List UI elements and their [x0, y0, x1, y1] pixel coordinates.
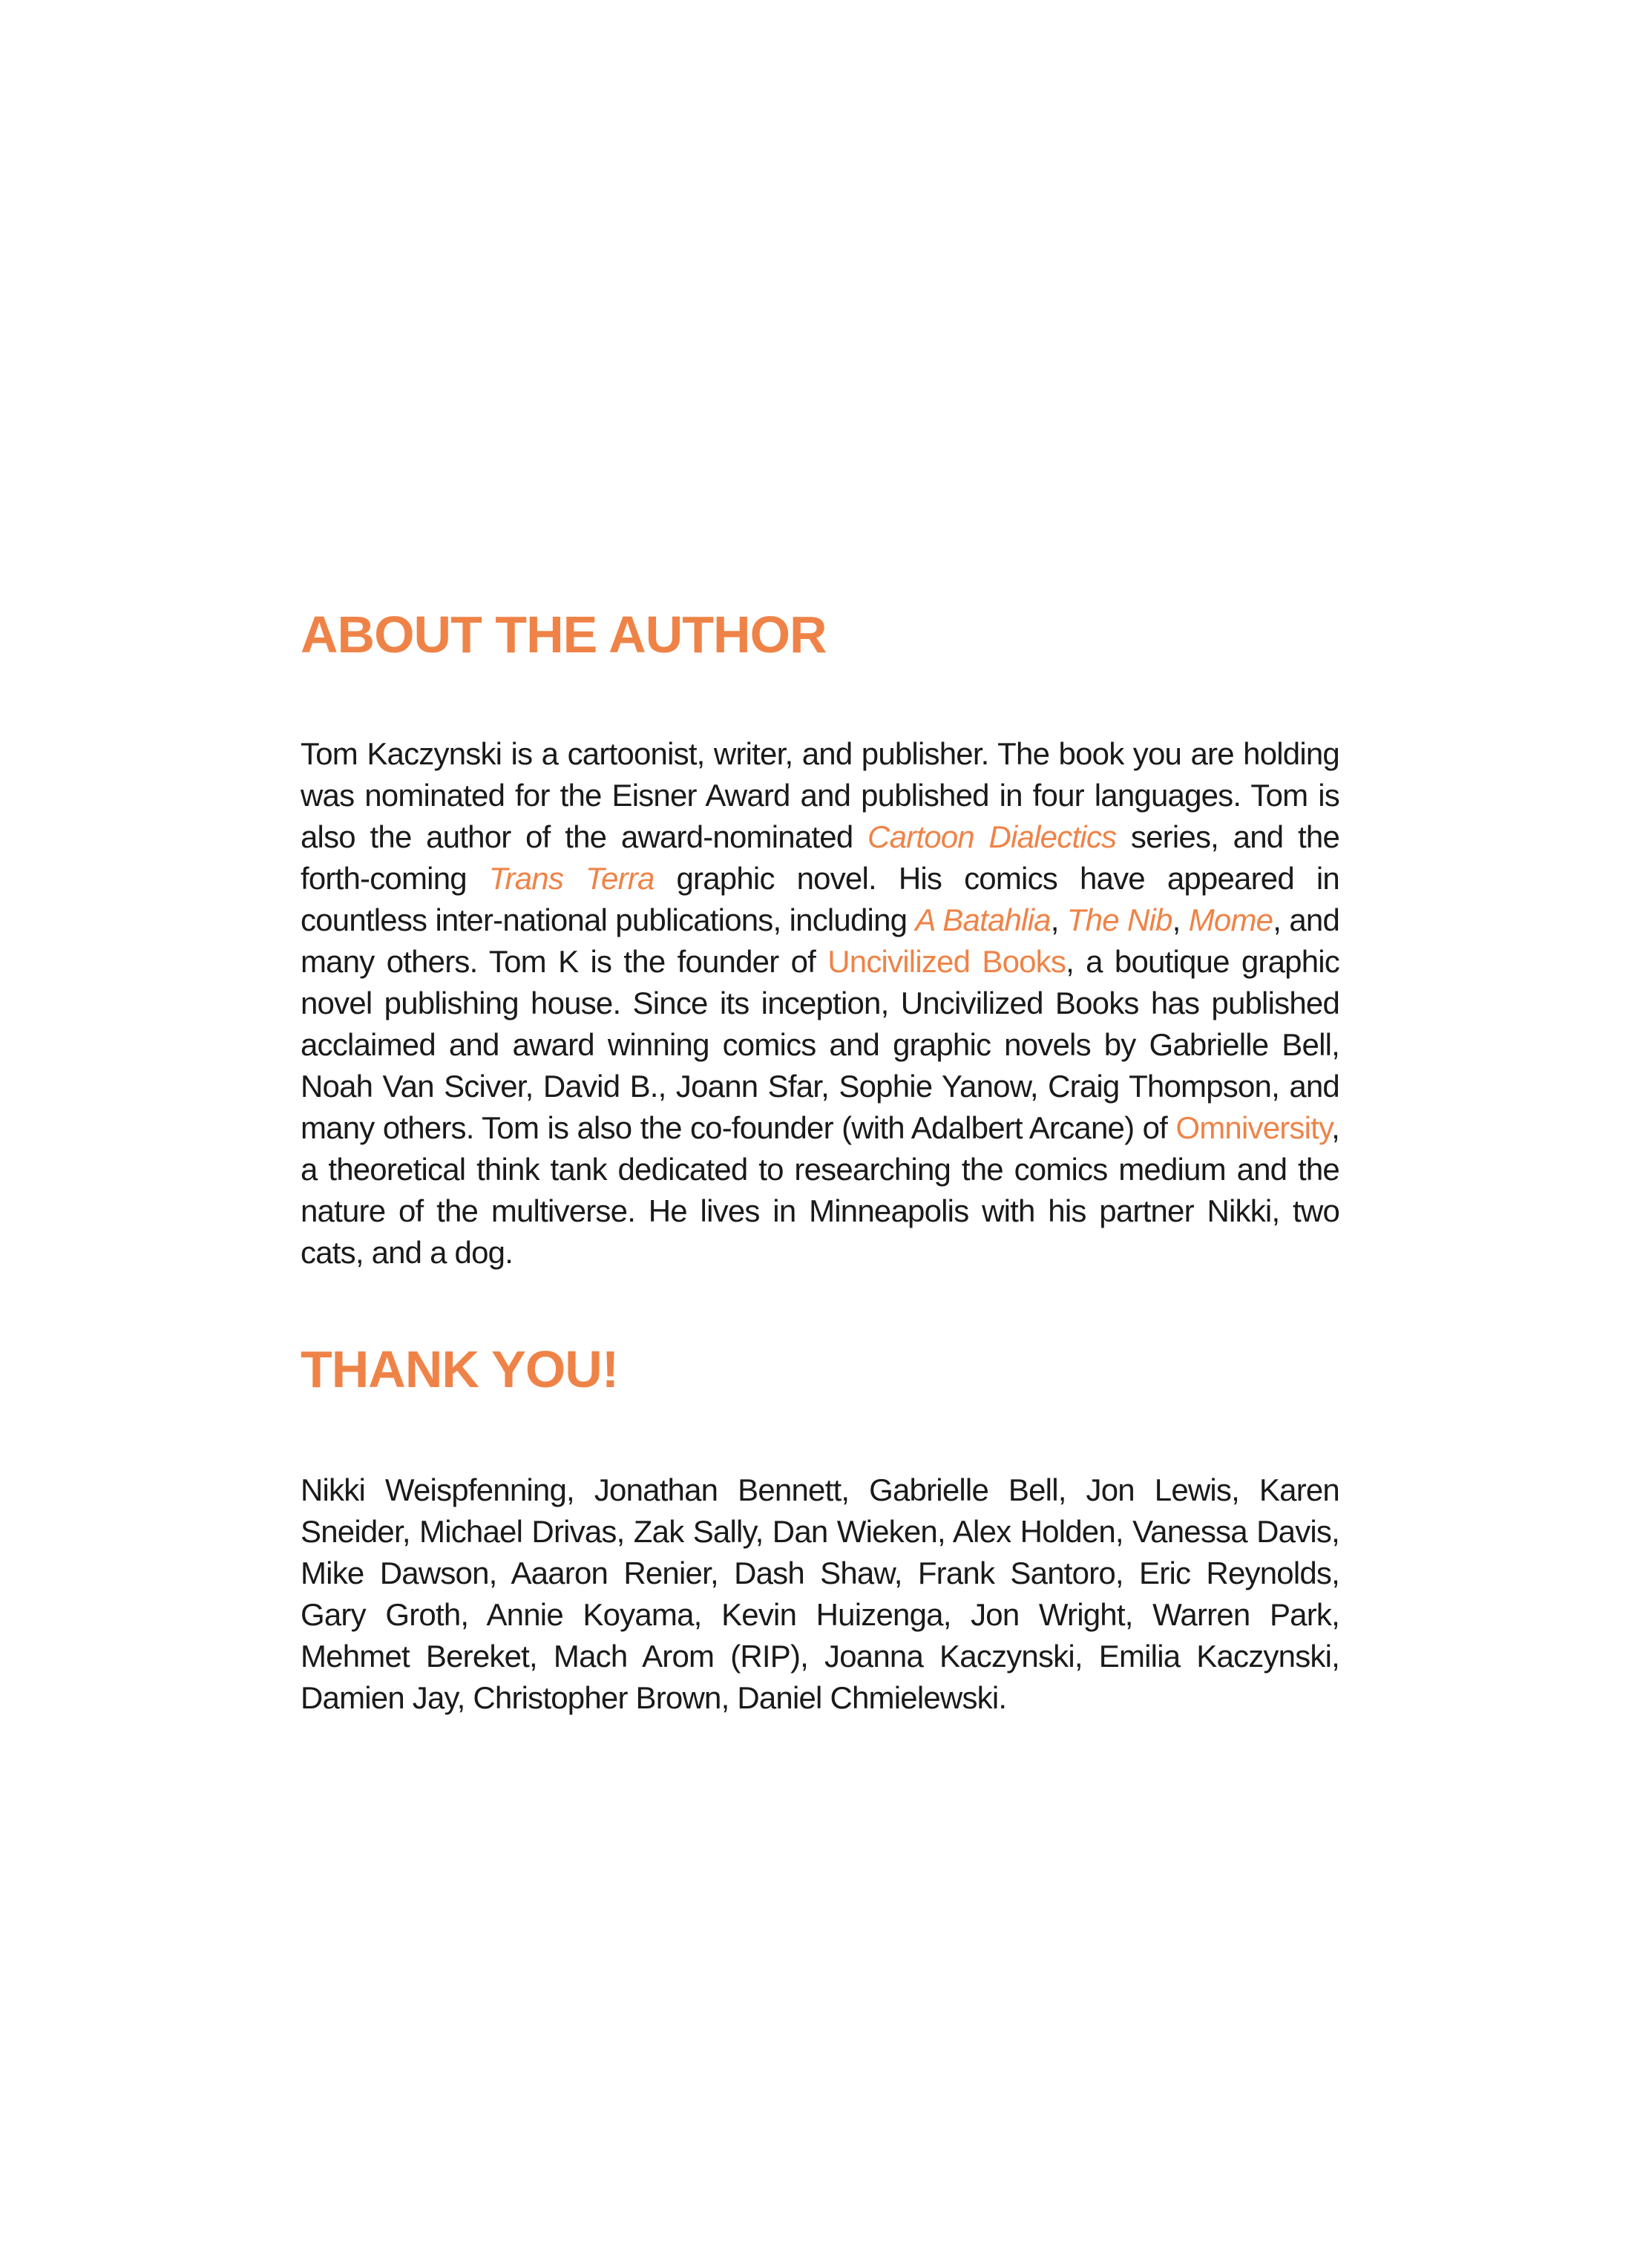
about-text-5: , a boutique graphic novel publishing house. Since its inception, Uncivilized Books has published acclaimed and award winning comics and graphic novels by Gabrielle Bell, Noah Van Sciver, David B., Joann Sfar, Sophie Yanow, Craig Thompson, and many others. Tom is also the co-founder (with Adalbert Arcane) of [301, 944, 1339, 1145]
separator-comma-2: , [1172, 902, 1189, 937]
about-text-6: , a theoretical think tank dedicated to researching the comics medium and the nature of the multiverse. He lives in Minneapolis with his partner Nikki, two cats, and a dog. [301, 1110, 1339, 1270]
title-cartoon-dialectics: Cartoon Dialectics [867, 819, 1117, 854]
about-text-2: series, and the forth-coming [301, 819, 1340, 896]
about-text-1: Tom Kaczynski is a cartoonist, writer, and publisher. The book you are holding was nominated for the Eisner Award and published in four languages. Tom is also the author of the award-nominated [301, 736, 1339, 854]
about-the-author-paragraph [301, 733, 1339, 1274]
about-text-4: , and many others. Tom K is the founder of [301, 902, 1340, 979]
name-omniversity: Omniversity [1175, 1110, 1332, 1145]
about-the-author-heading: ABOUT THE AUTHOR [301, 606, 827, 663]
thank-you-paragraph: Nikki Weispfenning, Jonathan Bennett, Gabrielle Bell, Jon Lewis, Karen Sneider, Michael Drivas, Zak Sally, Dan Wieken, Alex Holden, Vanessa Davis, Mike Dawson, Aaaron Renier, Dash Shaw, Frank Santoro, Eric Reynolds, Gary Groth, Annie Koyama, Kevin Huizenga, Jon Wright, Warren Park, Mehmet Bereket, Mach Arom (RIP), Joanna Kaczynski, Emilia Kaczynski, Damien Jay, Christopher Brown, Daniel Chmielewski. [301, 1472, 1339, 1715]
title-mome: Mome [1188, 902, 1273, 937]
title-the-nib: The Nib [1066, 902, 1172, 937]
thank-you-heading: THANK YOU! [301, 1340, 619, 1398]
separator-comma-1: , [1050, 902, 1067, 937]
title-a-batahlia: A Batahlia [915, 902, 1051, 937]
about-text-3: graphic novel. His comics have appeared in countless inter-national publications, including [301, 861, 1339, 937]
name-uncivilized-books: Uncivilized Books [827, 944, 1066, 979]
title-trans-terra: Trans Terra [488, 861, 655, 896]
